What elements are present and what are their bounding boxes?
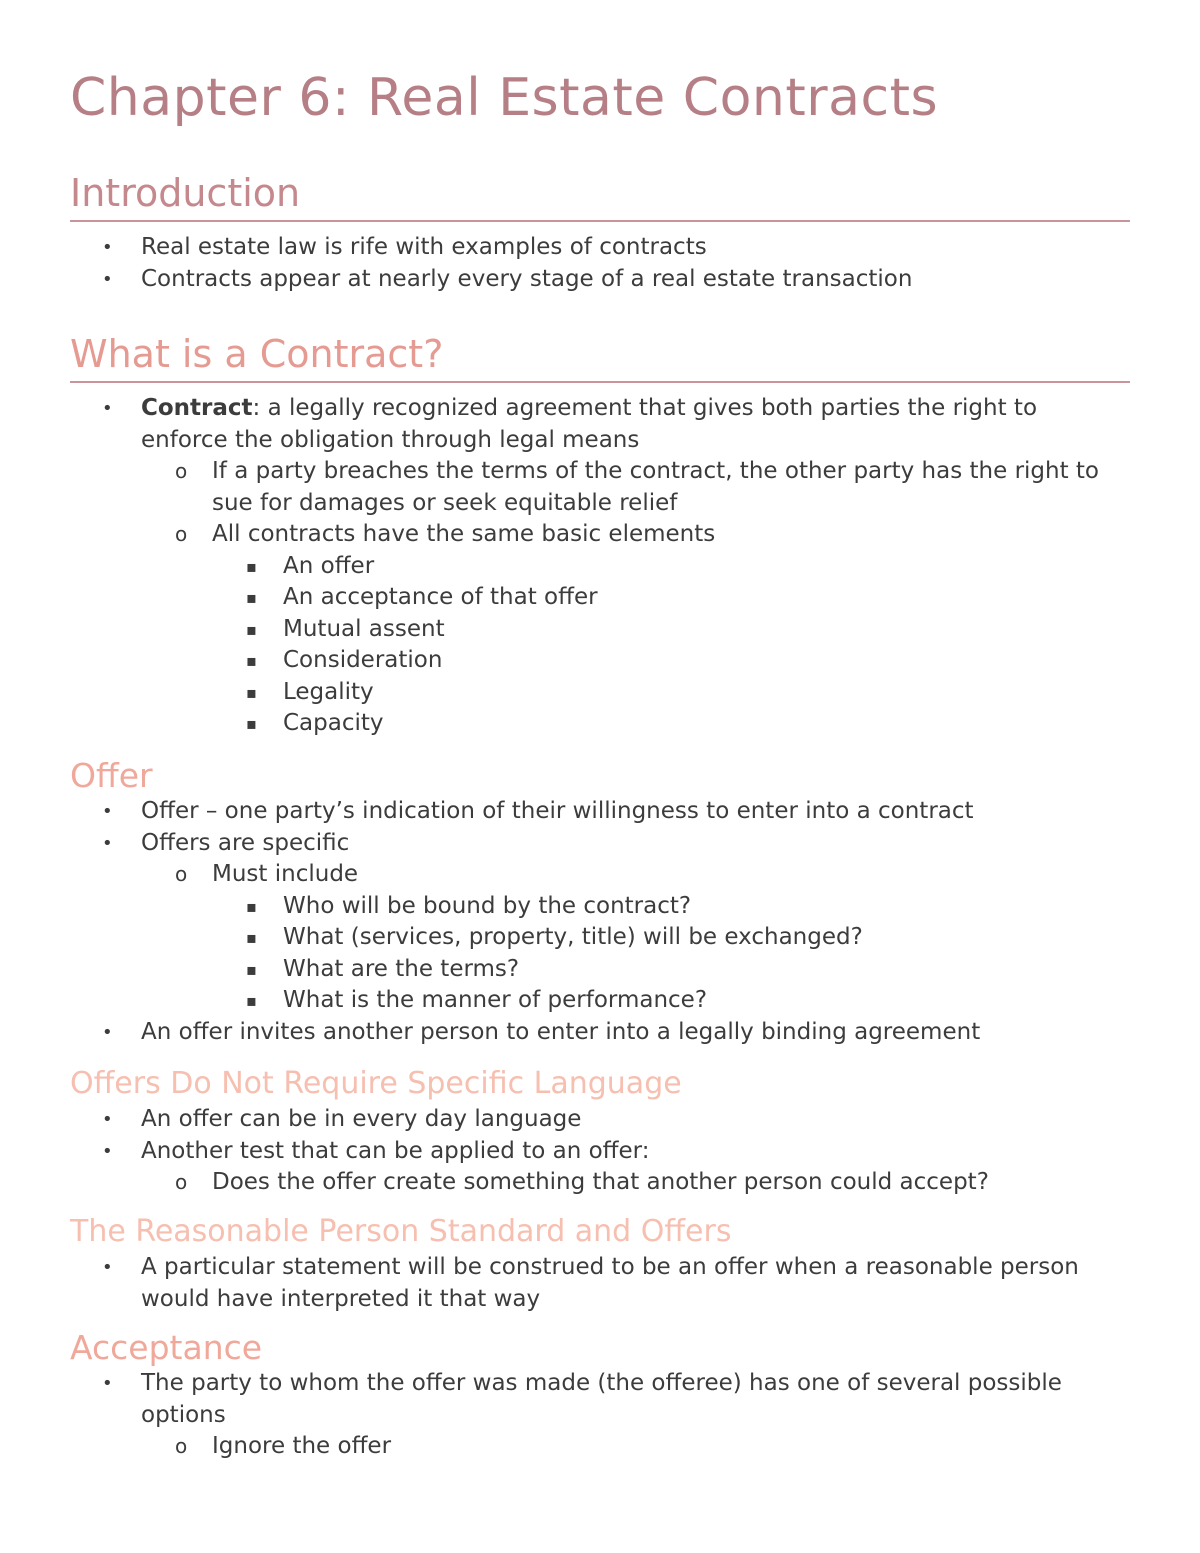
bullet-disc-icon: • [102, 801, 113, 822]
bullet-circle-icon: o [175, 1434, 188, 1458]
list-item: ▪ What are the terms? [70, 954, 1130, 986]
bullet-square-icon: ▪ [246, 959, 257, 979]
acceptance-list [70, 1368, 1130, 1463]
list-item: • Offer – one party’s indication of their willingness to enter into a contract [70, 796, 1130, 828]
bullet-square-icon: ▪ [246, 682, 257, 702]
heading-specific-language: Offers Do Not Require Specific Language [70, 1066, 682, 1101]
bullet-square-icon: ▪ [246, 651, 257, 670]
heading-offer: Offer [70, 756, 153, 795]
section-reasonable-person [70, 1212, 1130, 1315]
heading-reasonable-person: The Reasonable Person Standard and Offers [70, 1214, 732, 1249]
reasonable-person-list [70, 1252, 1130, 1315]
bullet-square-icon: ▪ [246, 896, 257, 916]
definition-text: : a legally recognized agreement that gives both parties the right to enforce the obligation through legal means [141, 395, 1038, 453]
bullet-square-icon: ▪ [246, 714, 257, 733]
list-item: o If a party breaches the terms of the contract, the other party has the right to sue for damages or seek equitable relief [175, 458, 1100, 516]
section-what-is-contract [70, 331, 1130, 740]
list-item: ▪ Mutual assent [70, 614, 1130, 646]
specific-language-list [70, 1104, 1130, 1199]
bullet-circle-icon: o [175, 522, 188, 546]
list-item: • An offer invites another person to enter into a legally binding agreement [70, 1017, 1130, 1049]
offer-list [70, 796, 1130, 1048]
list-item: • Real estate law is rife with examples of contracts [70, 232, 1130, 264]
bullet-square-icon: ▪ [246, 556, 257, 576]
list-item: ▪ Capacity [70, 708, 1130, 740]
list-item: • A particular statement will be construed to be an offer when a reasonable person would have interpreted it that way [102, 1254, 1079, 1312]
page-title: Chapter 6: Real Estate Contracts [70, 68, 939, 128]
heading-introduction: Introduction [70, 170, 1130, 222]
introduction-list [70, 232, 1130, 295]
bullet-square-icon: ▪ [246, 588, 257, 607]
bullet-disc-icon: • [102, 1373, 113, 1394]
section-introduction [70, 170, 1130, 295]
term-contract: Contract [141, 395, 253, 421]
bullet-square-icon: ▪ [246, 991, 257, 1010]
bullet-disc-icon: • [102, 1109, 113, 1130]
heading-acceptance: Acceptance [70, 1328, 263, 1367]
list-item: ▪ An offer [70, 551, 1130, 583]
list-item: • The party to whom the offer was made (the offeree) has one of several possible options [102, 1370, 1062, 1428]
list-item: ▪ What (services, property, title) will be exchanged? [70, 922, 1130, 954]
heading-what-is-contract: What is a Contract? [70, 331, 1130, 383]
bullet-disc-icon: • [102, 1140, 113, 1162]
list-item: • An offer can be in every day language [70, 1104, 1130, 1136]
list-item: ▪ An acceptance of that offer [70, 582, 1130, 614]
section-specific-language [70, 1064, 1130, 1199]
bullet-disc-icon: • [102, 832, 113, 854]
list-item: • Offers are specific [70, 828, 1130, 860]
bullet-disc-icon: • [102, 237, 113, 258]
list-item: o Ignore the offer [70, 1431, 1130, 1463]
bullet-circle-icon: o [175, 862, 188, 886]
what-is-contract-list [70, 393, 1130, 740]
list-item: o Does the offer create something that another person could accept? [70, 1167, 1130, 1199]
bullet-disc-icon: • [102, 1257, 113, 1278]
list-item: o All contracts have the same basic elements [70, 519, 1130, 551]
section-acceptance [70, 1328, 1130, 1463]
bullet-circle-icon: o [175, 1170, 188, 1194]
bullet-square-icon: ▪ [246, 619, 257, 639]
list-item: ▪ Legality [70, 677, 1130, 709]
bullet-disc-icon: • [102, 1021, 113, 1043]
section-offer [70, 756, 1130, 1048]
list-item: ▪ Consideration [70, 645, 1130, 677]
list-item: • Another test that can be applied to an offer: [70, 1136, 1130, 1168]
list-item: • Contracts appear at nearly every stage of a real estate transaction [70, 264, 1130, 296]
bullet-circle-icon: o [175, 459, 188, 483]
list-item [70, 393, 1130, 456]
list-item: ▪ What is the manner of performance? [70, 985, 1130, 1017]
bullet-disc-icon: • [102, 398, 113, 419]
bullet-disc-icon: • [102, 268, 113, 290]
list-item: o Must include [70, 859, 1130, 891]
list-item: ▪ Who will be bound by the contract? [70, 891, 1130, 923]
bullet-square-icon: ▪ [246, 928, 257, 947]
